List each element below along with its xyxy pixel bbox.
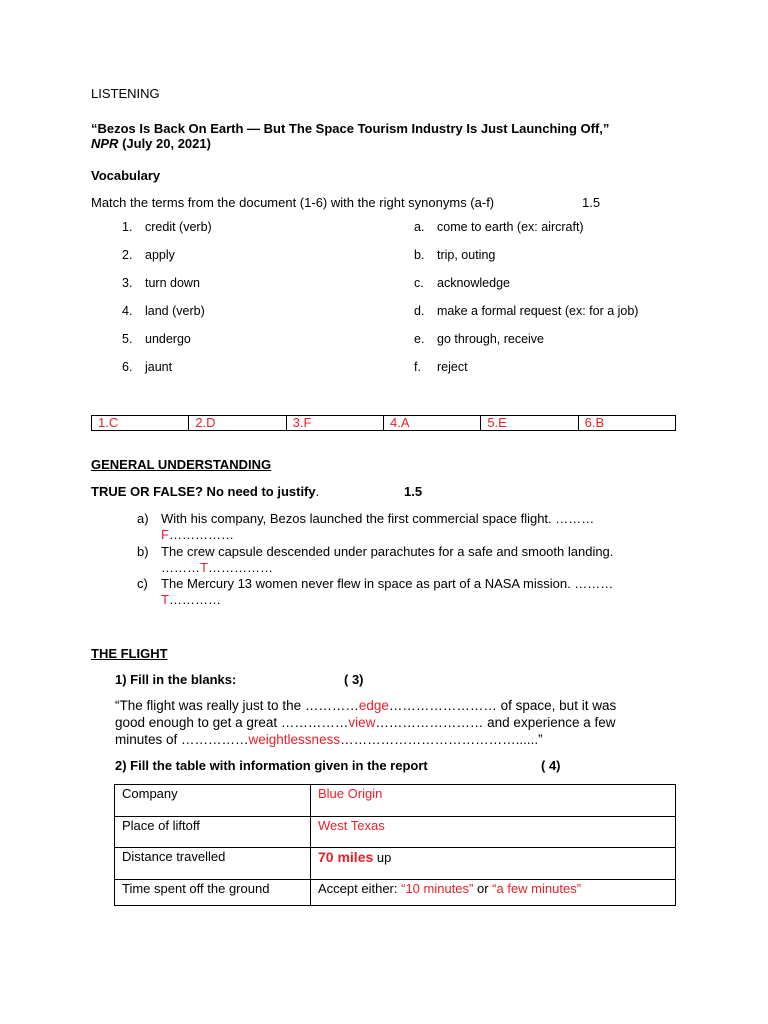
fill-blank-line bbox=[115, 731, 543, 748]
true-false-period: . bbox=[315, 484, 320, 499]
time-answer-2: “a few minutes” bbox=[492, 880, 582, 896]
answer-cell: 1.C bbox=[92, 416, 189, 430]
item-text: The crew capsule descended under parachutes for a safe and smooth landing. bbox=[161, 544, 614, 559]
dots: …………… bbox=[207, 560, 273, 575]
table-row bbox=[115, 879, 676, 905]
article-date: (July 20, 2021) bbox=[118, 136, 211, 151]
general-understanding-title: GENERAL UNDERSTANDING bbox=[91, 457, 272, 472]
item-answer-line bbox=[161, 592, 221, 608]
table-cell-value: Blue Origin bbox=[311, 785, 676, 817]
section-heading-listening: LISTENING bbox=[91, 86, 160, 101]
item-label: c) bbox=[137, 576, 148, 591]
term-text: land (verb) bbox=[145, 304, 205, 318]
true-false-points: 1.5 bbox=[404, 484, 423, 499]
item-answer: T bbox=[161, 592, 169, 607]
blank-answer: weightlessness bbox=[248, 732, 341, 747]
term-text: undergo bbox=[145, 332, 191, 346]
term-text: turn down bbox=[145, 276, 200, 290]
table-cell-value: West Texas bbox=[311, 816, 676, 848]
true-false-title: TRUE OR FALSE? No need to justify bbox=[91, 484, 316, 499]
answer-cell: 4.A bbox=[384, 416, 481, 430]
q2-label: 2) Fill the table with information given in the report bbox=[115, 758, 428, 773]
blank-text: “The flight was really just to the ………… bbox=[115, 698, 359, 713]
term-number: 5. bbox=[122, 332, 133, 346]
item-answer-line bbox=[161, 560, 273, 576]
term-number: 3. bbox=[122, 276, 133, 290]
item-answer: T bbox=[200, 560, 208, 575]
item-label: b) bbox=[137, 544, 149, 559]
table-row bbox=[115, 785, 676, 817]
term-text: apply bbox=[145, 248, 175, 262]
table-row bbox=[115, 816, 676, 848]
article-source-line bbox=[91, 136, 211, 151]
item-text: The Mercury 13 women never flew in space as part of a NASA mission. ……… bbox=[161, 576, 614, 591]
article-title: “Bezos Is Back On Earth — But The Space Tourism Industry Is Just Launching Off,” bbox=[91, 121, 610, 136]
table-cell-value bbox=[311, 848, 676, 880]
q2-points: ( 4) bbox=[541, 758, 561, 773]
synonym-text: make a formal request (ex: for a job) bbox=[437, 304, 639, 318]
dots: …………… bbox=[168, 527, 234, 542]
item-answer: F bbox=[161, 527, 169, 542]
blank-text: good enough to get a great …………… bbox=[115, 715, 349, 730]
synonym-letter: d. bbox=[414, 304, 425, 318]
answer-cell: 6.B bbox=[584, 415, 605, 430]
blank-answer: edge bbox=[358, 698, 389, 713]
fill-blank-line bbox=[115, 714, 616, 731]
blank-text: …………………… and experience a few bbox=[375, 715, 616, 730]
synonym-letter: b. bbox=[414, 248, 425, 262]
term-number: 4. bbox=[122, 304, 133, 318]
synonym-text: come to earth (ex: aircraft) bbox=[437, 220, 584, 234]
term-text: credit (verb) bbox=[145, 220, 212, 234]
fill-blank-line bbox=[115, 697, 616, 714]
synonym-text: reject bbox=[437, 360, 468, 374]
distance-suffix: up bbox=[373, 850, 392, 865]
distance-answer: 70 miles bbox=[318, 849, 374, 865]
synonym-letter: a. bbox=[414, 220, 425, 234]
synonym-letter: f. bbox=[414, 360, 421, 374]
item-label: a) bbox=[137, 511, 149, 526]
table-cell-label: Time spent off the ground bbox=[115, 879, 311, 905]
table-row bbox=[115, 848, 676, 880]
article-source: NPR bbox=[91, 136, 119, 151]
blank-text: minutes of …………… bbox=[115, 732, 249, 747]
dots: ……… bbox=[161, 560, 200, 575]
time-or: or bbox=[473, 880, 493, 896]
table-cell-value bbox=[311, 879, 676, 905]
vocabulary-title: Vocabulary bbox=[91, 168, 161, 183]
vocabulary-points: 1.5 bbox=[582, 195, 601, 210]
term-number: 2. bbox=[122, 248, 133, 262]
blank-text: …………………… of space, but it was bbox=[388, 698, 617, 713]
synonym-text: trip, outing bbox=[437, 248, 496, 262]
answer-cell: 2.D bbox=[189, 416, 286, 430]
item-answer-line bbox=[161, 527, 234, 543]
term-number: 1. bbox=[122, 220, 133, 234]
flight-title: THE FLIGHT bbox=[91, 646, 168, 661]
table-cell-label: Distance travelled bbox=[115, 848, 311, 880]
table-cell-label: Place of liftoff bbox=[115, 816, 311, 848]
time-answer-1: “10 minutes” bbox=[401, 880, 474, 896]
synonym-text: go through, receive bbox=[437, 332, 545, 346]
term-number: 6. bbox=[122, 360, 133, 374]
true-false-heading bbox=[91, 484, 319, 499]
table-cell-label: Company bbox=[115, 785, 311, 817]
term-text: jaunt bbox=[145, 360, 173, 374]
time-prefix: Accept either: bbox=[318, 880, 402, 896]
synonym-letter: e. bbox=[414, 332, 425, 346]
synonym-text: acknowledge bbox=[437, 276, 510, 290]
q1-label: 1) Fill in the blanks: bbox=[115, 672, 237, 687]
q1-points: ( 3) bbox=[344, 672, 364, 687]
dots: ………… bbox=[168, 592, 221, 607]
answer-cell: 3.F bbox=[287, 416, 384, 430]
vocabulary-answer-table bbox=[91, 415, 676, 431]
blank-text: …………………………………......” bbox=[340, 732, 543, 747]
synonym-letter: c. bbox=[414, 276, 424, 290]
vocabulary-instruction: Match the terms from the document (1-6) with the right synonyms (a-f) bbox=[91, 195, 495, 210]
flight-info-table bbox=[114, 784, 676, 906]
answer-cell: 5.E bbox=[481, 416, 578, 430]
item-text: With his company, Bezos launched the first commercial space flight. ……… bbox=[161, 511, 595, 526]
blank-answer: view bbox=[348, 715, 376, 730]
